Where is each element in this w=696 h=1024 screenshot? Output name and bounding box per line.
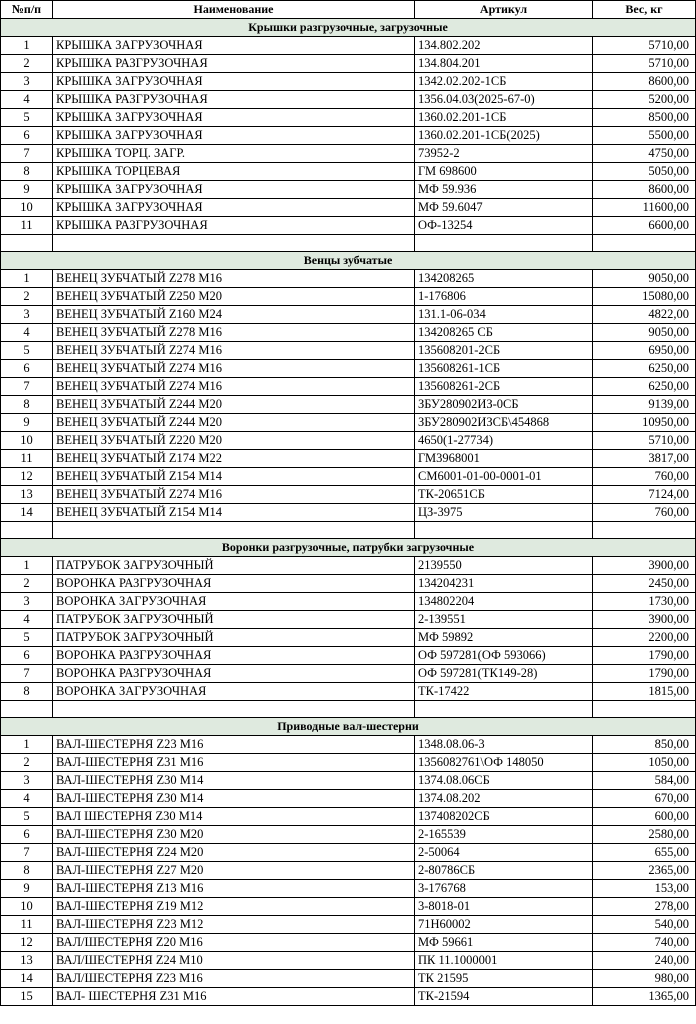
- row-weight: 6250,00: [593, 360, 696, 378]
- table-row: [1, 342, 696, 360]
- table-row: [1, 772, 696, 790]
- row-article: 1356082761\ОФ 148050: [415, 754, 593, 772]
- row-number: 14: [1, 504, 53, 522]
- table-row: [1, 432, 696, 450]
- row-article: МФ 59.6047: [415, 199, 593, 217]
- row-name: ВЕНЕЦ ЗУБЧАТЫЙ Z154 M14: [53, 468, 415, 486]
- section-header-row: [1, 19, 696, 37]
- row-number: 14: [1, 970, 53, 988]
- section-title: Приводные вал-шестерни: [1, 718, 696, 736]
- row-name: КРЫШКА ТОРЦЕВАЯ: [53, 163, 415, 181]
- row-name: ВОРОНКА РАЗГРУЗОЧНАЯ: [53, 575, 415, 593]
- row-number: 7: [1, 844, 53, 862]
- row-name: ВАЛ-ШЕСТЕРНЯ Z19 M12: [53, 898, 415, 916]
- row-name: КРЫШКА ЗАГРУЗОЧНАЯ: [53, 109, 415, 127]
- row-article: ОФ 597281(ТК149-28): [415, 665, 593, 683]
- row-number: 12: [1, 468, 53, 486]
- row-weight: 980,00: [593, 970, 696, 988]
- table-row: [1, 575, 696, 593]
- row-article: ТК-17422: [415, 683, 593, 701]
- row-article: 1348.08.06-3: [415, 736, 593, 754]
- row-name: ВЕНЕЦ ЗУБЧАТЫЙ Z274 M16: [53, 342, 415, 360]
- header-article: Артикул: [415, 1, 593, 19]
- row-name: КРЫШКА РАЗГРУЗОЧНАЯ: [53, 217, 415, 235]
- row-article: ЦЗ-3975: [415, 504, 593, 522]
- row-article: 2-50064: [415, 844, 593, 862]
- row-article: 1356.04.03(2025-67-0): [415, 91, 593, 109]
- table-row: [1, 504, 696, 522]
- row-weight: 240,00: [593, 952, 696, 970]
- row-number: 5: [1, 629, 53, 647]
- row-weight: 6250,00: [593, 378, 696, 396]
- table-row: [1, 55, 696, 73]
- row-weight: 760,00: [593, 468, 696, 486]
- table-row: [1, 665, 696, 683]
- row-name: ВЕНЕЦ ЗУБЧАТЫЙ Z274 M16: [53, 360, 415, 378]
- table-row: [1, 450, 696, 468]
- row-name: КРЫШКА РАЗГРУЗОЧНАЯ: [53, 55, 415, 73]
- table-row: [1, 736, 696, 754]
- row-weight: 3900,00: [593, 557, 696, 575]
- row-article: 73952-2: [415, 145, 593, 163]
- row-article: ТК-21594: [415, 988, 593, 1006]
- row-weight: 6600,00: [593, 217, 696, 235]
- table-row: [1, 288, 696, 306]
- table-row: [1, 378, 696, 396]
- row-weight: 153,00: [593, 880, 696, 898]
- header-number: №п/п: [1, 1, 53, 19]
- row-name: ВЕНЕЦ ЗУБЧАТЫЙ Z220 M20: [53, 432, 415, 450]
- row-article: 135608261-1СБ: [415, 360, 593, 378]
- table-row: [1, 647, 696, 665]
- row-weight: 1790,00: [593, 647, 696, 665]
- table-row: [1, 217, 696, 235]
- row-weight: 9050,00: [593, 270, 696, 288]
- row-number: 15: [1, 988, 53, 1006]
- row-number: 13: [1, 952, 53, 970]
- row-number: 8: [1, 396, 53, 414]
- row-weight: 850,00: [593, 736, 696, 754]
- row-article: 137408202СБ: [415, 808, 593, 826]
- row-name: ВАЛ-ШЕСТЕРНЯ Z31 M16: [53, 754, 415, 772]
- row-number: 6: [1, 647, 53, 665]
- row-number: 4: [1, 91, 53, 109]
- row-name: КРЫШКА ТОРЦ. ЗАГР.: [53, 145, 415, 163]
- table-row: [1, 181, 696, 199]
- table-body: [1, 19, 696, 1006]
- table-row: [1, 306, 696, 324]
- row-weight: 760,00: [593, 504, 696, 522]
- row-number: 1: [1, 557, 53, 575]
- row-number: 8: [1, 683, 53, 701]
- row-number: 13: [1, 486, 53, 504]
- table-row: [1, 934, 696, 952]
- row-weight: 6950,00: [593, 342, 696, 360]
- row-weight: 1730,00: [593, 593, 696, 611]
- table-row: [1, 790, 696, 808]
- row-name: ВОРОНКА ЗАГРУЗОЧНАЯ: [53, 683, 415, 701]
- empty-cell: [415, 235, 593, 252]
- row-weight: 740,00: [593, 934, 696, 952]
- row-article: ЗБУ280902ИЗ-0СБ: [415, 396, 593, 414]
- table-row: [1, 952, 696, 970]
- row-name: ВЕНЕЦ ЗУБЧАТЫЙ Z250 M20: [53, 288, 415, 306]
- row-number: 3: [1, 772, 53, 790]
- section-title: Воронки разгрузочные, патрубки загрузочные: [1, 539, 696, 557]
- table-row: [1, 324, 696, 342]
- row-number: 1: [1, 270, 53, 288]
- empty-cell: [53, 701, 415, 718]
- row-weight: 15080,00: [593, 288, 696, 306]
- row-weight: 1365,00: [593, 988, 696, 1006]
- table-row: [1, 91, 696, 109]
- row-weight: 2200,00: [593, 629, 696, 647]
- row-name: КРЫШКА ЗАГРУЗОЧНАЯ: [53, 127, 415, 145]
- empty-cell: [53, 235, 415, 252]
- row-weight: 5500,00: [593, 127, 696, 145]
- row-name: ВОРОНКА РАЗГРУЗОЧНАЯ: [53, 647, 415, 665]
- row-article: МФ 59892: [415, 629, 593, 647]
- row-name: ВАЛ-ШЕСТЕРНЯ Z30 M20: [53, 826, 415, 844]
- row-name: ВАЛ-ШЕСТЕРНЯ Z13 M16: [53, 880, 415, 898]
- row-weight: 9050,00: [593, 324, 696, 342]
- row-weight: 11600,00: [593, 199, 696, 217]
- row-name: ВЕНЕЦ ЗУБЧАТЫЙ Z274 M16: [53, 378, 415, 396]
- row-weight: 2365,00: [593, 862, 696, 880]
- row-name: ВАЛ-ШЕСТЕРНЯ Z24 M20: [53, 844, 415, 862]
- row-article: 134208265 СБ: [415, 324, 593, 342]
- table-row: [1, 109, 696, 127]
- row-number: 4: [1, 324, 53, 342]
- row-number: 2: [1, 754, 53, 772]
- row-weight: 3900,00: [593, 611, 696, 629]
- row-article: ТК-20651СБ: [415, 486, 593, 504]
- row-article: ГМ 698600: [415, 163, 593, 181]
- table-row: [1, 468, 696, 486]
- row-article: 1374.08.202: [415, 790, 593, 808]
- row-article: 134802204: [415, 593, 593, 611]
- table-row: [1, 808, 696, 826]
- row-number: 3: [1, 306, 53, 324]
- row-article: 3-8018-01: [415, 898, 593, 916]
- table-row: [1, 486, 696, 504]
- table-row: [1, 844, 696, 862]
- row-number: 11: [1, 217, 53, 235]
- row-article: ЗБУ280902ИЗСБ\454868: [415, 414, 593, 432]
- row-number: 2: [1, 575, 53, 593]
- section-title: Крышки разгрузочные, загрузочные: [1, 19, 696, 37]
- table-row: [1, 916, 696, 934]
- empty-cell: [1, 235, 53, 252]
- row-name: ВАЛ/ШЕСТЕРНЯ Z20 M16: [53, 934, 415, 952]
- row-name: ВЕНЕЦ ЗУБЧАТЫЙ Z160 M24: [53, 306, 415, 324]
- table-row: [1, 360, 696, 378]
- row-number: 7: [1, 378, 53, 396]
- empty-cell: [415, 522, 593, 539]
- row-name: ВЕНЕЦ ЗУБЧАТЫЙ Z174 M22: [53, 450, 415, 468]
- row-name: ПАТРУБОК ЗАГРУЗОЧНЫЙ: [53, 629, 415, 647]
- row-article: 2-80786СБ: [415, 862, 593, 880]
- row-name: КРЫШКА ЗАГРУЗОЧНАЯ: [53, 73, 415, 91]
- table-row: [1, 862, 696, 880]
- row-weight: 600,00: [593, 808, 696, 826]
- row-number: 2: [1, 288, 53, 306]
- row-weight: 1790,00: [593, 665, 696, 683]
- table-row: [1, 163, 696, 181]
- row-article: 131.1-06-034: [415, 306, 593, 324]
- row-weight: 1815,00: [593, 683, 696, 701]
- row-number: 11: [1, 450, 53, 468]
- row-weight: 8600,00: [593, 73, 696, 91]
- row-article: СМ6001-01-00-0001-01: [415, 468, 593, 486]
- row-name: КРЫШКА ЗАГРУЗОЧНАЯ: [53, 199, 415, 217]
- table-row: [1, 754, 696, 772]
- empty-cell: [1, 522, 53, 539]
- empty-row: [1, 235, 696, 252]
- empty-row: [1, 701, 696, 718]
- row-weight: 670,00: [593, 790, 696, 808]
- empty-cell: [1, 701, 53, 718]
- row-weight: 5710,00: [593, 55, 696, 73]
- empty-cell: [53, 522, 415, 539]
- table-row: [1, 898, 696, 916]
- row-weight: 540,00: [593, 916, 696, 934]
- row-weight: 3817,00: [593, 450, 696, 468]
- row-name: ВАЛ- ШЕСТЕРНЯ Z31 M16: [53, 988, 415, 1006]
- row-weight: 655,00: [593, 844, 696, 862]
- row-name: ВЕНЕЦ ЗУБЧАТЫЙ Z274 M16: [53, 486, 415, 504]
- table-row: [1, 988, 696, 1006]
- row-article: 135608261-2СБ: [415, 378, 593, 396]
- row-number: 4: [1, 611, 53, 629]
- row-article: 3-176768: [415, 880, 593, 898]
- row-article: 135608201-2СБ: [415, 342, 593, 360]
- row-weight: 8500,00: [593, 109, 696, 127]
- row-number: 7: [1, 145, 53, 163]
- table-row: [1, 880, 696, 898]
- section-title: Венцы зубчатые: [1, 252, 696, 270]
- row-weight: 5710,00: [593, 37, 696, 55]
- empty-cell: [415, 701, 593, 718]
- row-weight: 2450,00: [593, 575, 696, 593]
- row-article: МФ 59661: [415, 934, 593, 952]
- header-name: Наименование: [53, 1, 415, 19]
- row-name: ВЕНЕЦ ЗУБЧАТЫЙ Z244 M20: [53, 414, 415, 432]
- empty-cell: [593, 701, 696, 718]
- row-number: 10: [1, 898, 53, 916]
- row-article: 134.804.201: [415, 55, 593, 73]
- row-article: 1374.08.06СБ: [415, 772, 593, 790]
- row-name: ВАЛ/ШЕСТЕРНЯ Z24 M10: [53, 952, 415, 970]
- row-name: ВЕНЕЦ ЗУБЧАТЫЙ Z244 M20: [53, 396, 415, 414]
- row-article: 1360.02.201-1СБ(2025): [415, 127, 593, 145]
- row-article: 2139550: [415, 557, 593, 575]
- row-name: ВАЛ-ШЕСТЕРНЯ Z23 M16: [53, 736, 415, 754]
- row-article: 134.802.202: [415, 37, 593, 55]
- row-name: КРЫШКА ЗАГРУЗОЧНАЯ: [53, 37, 415, 55]
- row-name: ВАЛ-ШЕСТЕРНЯ Z27 M20: [53, 862, 415, 880]
- section-header-row: [1, 252, 696, 270]
- row-name: ВАЛ-ШЕСТЕРНЯ Z30 M14: [53, 790, 415, 808]
- table-row: [1, 73, 696, 91]
- row-number: 8: [1, 163, 53, 181]
- row-weight: 5050,00: [593, 163, 696, 181]
- row-weight: 1050,00: [593, 754, 696, 772]
- row-article: МФ 59.936: [415, 181, 593, 199]
- table-row: [1, 145, 696, 163]
- row-article: ОФ-13254: [415, 217, 593, 235]
- row-number: 6: [1, 826, 53, 844]
- row-article: 134208265: [415, 270, 593, 288]
- row-name: КРЫШКА ЗАГРУЗОЧНАЯ: [53, 181, 415, 199]
- row-weight: 9139,00: [593, 396, 696, 414]
- row-name: ВАЛ-ШЕСТЕРНЯ Z23 M12: [53, 916, 415, 934]
- row-weight: 278,00: [593, 898, 696, 916]
- row-article: 2-165539: [415, 826, 593, 844]
- row-article: 1360.02.201-1СБ: [415, 109, 593, 127]
- row-weight: 4750,00: [593, 145, 696, 163]
- section-header-row: [1, 539, 696, 557]
- row-number: 11: [1, 916, 53, 934]
- row-number: 2: [1, 55, 53, 73]
- row-name: ВЕНЕЦ ЗУБЧАТЫЙ Z154 M14: [53, 504, 415, 522]
- empty-cell: [593, 235, 696, 252]
- table-row: [1, 557, 696, 575]
- table-row: [1, 629, 696, 647]
- row-number: 3: [1, 593, 53, 611]
- row-article: 1-176806: [415, 288, 593, 306]
- row-number: 9: [1, 414, 53, 432]
- table-row: [1, 270, 696, 288]
- row-number: 9: [1, 181, 53, 199]
- table-row: [1, 37, 696, 55]
- row-number: 4: [1, 790, 53, 808]
- row-number: 12: [1, 934, 53, 952]
- row-article: 134204231: [415, 575, 593, 593]
- row-number: 5: [1, 109, 53, 127]
- row-weight: 5710,00: [593, 432, 696, 450]
- row-name: ВАЛ ШЕСТЕРНЯ Z30 M14: [53, 808, 415, 826]
- row-weight: 4822,00: [593, 306, 696, 324]
- row-name: ПАТРУБОК ЗАГРУЗОЧНЫЙ: [53, 611, 415, 629]
- row-name: ВАЛ/ШЕСТЕРНЯ Z23 M16: [53, 970, 415, 988]
- section-header-row: [1, 718, 696, 736]
- row-article: ПК 11.1000001: [415, 952, 593, 970]
- row-article: 2-139551: [415, 611, 593, 629]
- row-weight: 10950,00: [593, 414, 696, 432]
- row-name: КРЫШКА РАЗГРУЗОЧНАЯ: [53, 91, 415, 109]
- table-row: [1, 593, 696, 611]
- row-article: ТК 21595: [415, 970, 593, 988]
- row-article: ОФ 597281(ОФ 593066): [415, 647, 593, 665]
- row-article: 71Н60002: [415, 916, 593, 934]
- row-name: ПАТРУБОК ЗАГРУЗОЧНЫЙ: [53, 557, 415, 575]
- row-number: 3: [1, 73, 53, 91]
- row-weight: 7124,00: [593, 486, 696, 504]
- row-number: 1: [1, 37, 53, 55]
- row-number: 5: [1, 342, 53, 360]
- row-article: ГМ3968001: [415, 450, 593, 468]
- row-number: 7: [1, 665, 53, 683]
- table-row: [1, 127, 696, 145]
- row-number: 1: [1, 736, 53, 754]
- row-weight: 8600,00: [593, 181, 696, 199]
- table-row: [1, 826, 696, 844]
- row-name: ВЕНЕЦ ЗУБЧАТЫЙ Z278 M16: [53, 270, 415, 288]
- header-weight: Вес, кг: [593, 1, 696, 19]
- row-article: 1342.02.202-1СБ: [415, 73, 593, 91]
- row-number: 5: [1, 808, 53, 826]
- row-number: 6: [1, 127, 53, 145]
- table-row: [1, 683, 696, 701]
- table-row: [1, 611, 696, 629]
- row-name: ВАЛ-ШЕСТЕРНЯ Z30 M14: [53, 772, 415, 790]
- row-number: 6: [1, 360, 53, 378]
- table-row: [1, 970, 696, 988]
- row-name: ВОРОНКА ЗАГРУЗОЧНАЯ: [53, 593, 415, 611]
- row-name: ВЕНЕЦ ЗУБЧАТЫЙ Z278 M16: [53, 324, 415, 342]
- empty-row: [1, 522, 696, 539]
- row-weight: 2580,00: [593, 826, 696, 844]
- table-row: [1, 396, 696, 414]
- row-number: 10: [1, 432, 53, 450]
- row-number: 8: [1, 862, 53, 880]
- row-number: 9: [1, 880, 53, 898]
- row-number: 10: [1, 199, 53, 217]
- header-row: [1, 1, 696, 19]
- table-row: [1, 414, 696, 432]
- row-article: 4650(1-27734): [415, 432, 593, 450]
- empty-cell: [593, 522, 696, 539]
- table-row: [1, 199, 696, 217]
- row-name: ВОРОНКА РАЗГРУЗОЧНАЯ: [53, 665, 415, 683]
- row-weight: 584,00: [593, 772, 696, 790]
- row-weight: 5200,00: [593, 91, 696, 109]
